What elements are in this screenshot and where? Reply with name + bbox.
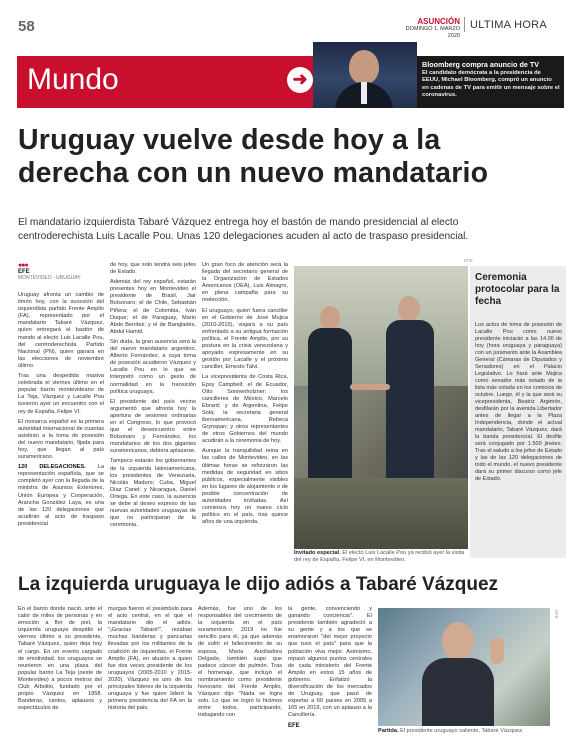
col2-para: de hoy, que solo tendrá seis jefes de Estado. bbox=[110, 262, 196, 276]
dots-icon: ●●● bbox=[18, 262, 28, 269]
photo-source: EFE bbox=[554, 610, 559, 619]
header-divider bbox=[464, 17, 465, 32]
agency-name: EFE bbox=[288, 722, 300, 729]
sidebar-box bbox=[470, 266, 566, 558]
lead bbox=[18, 216, 574, 244]
masthead bbox=[392, 17, 460, 40]
second-column-4 bbox=[288, 606, 372, 730]
caption-label: Invitado especial. bbox=[294, 550, 341, 556]
col3-para: El uruguayo, quien fuera canciller en el Gobierno de José Mujica (2010-2015), viajará a su país enfrentado a su antigua formación política, el Frente Amplio, por su postura en la crisis venezolana y apoyado expresamente en su gestión por Lacalle y el próximo canciller, Ernesto Talvi. bbox=[202, 307, 288, 371]
body-column-1 bbox=[18, 292, 104, 531]
section-label: ULTIMA HORA bbox=[470, 19, 548, 31]
bloomberg-photo bbox=[313, 42, 417, 108]
caption-text: El electo Luis Lacalle Pou ya recibió ayer la visita del rey de España, Felipe VI, en Montevideo. bbox=[294, 550, 465, 563]
col3-para: Aunque la tranquilidad reina en las calles de Montevideo, en las últimas horas se reforzaron las medidas de seguridad en sitios públicos, especialmente visibles en los lugares de alojamiento o de posible concentración de autoridades invitadas. Así comienza hoy un nuevo ciclo político en el país, tras quince años de una izquierda. bbox=[202, 448, 288, 526]
caption-text: El presidente uruguayo saliente, Tabaré Vázquez. bbox=[400, 728, 524, 734]
section-title: Mundo bbox=[27, 63, 119, 96]
lead-line-2: centroderechista Luis Lacalle Pou. Unas 120 delegaciones acuden al acto de traspaso presidencial. bbox=[18, 231, 469, 242]
second-column-3 bbox=[198, 606, 282, 723]
col2-para: El presidente del país vecino argumentó que afronta hoy la apertura de sesiones ordinarias en el Congreso, lo que provocó que el desencuentro entre Bolsonaro y Fernández, los mandatarios de los dos gigantes suramericanos, debiera aplazarse. bbox=[110, 398, 196, 455]
agency-name: EFE bbox=[18, 269, 30, 275]
photo-caption bbox=[294, 550, 470, 564]
vazquez-photo bbox=[378, 608, 550, 726]
teaser-text: El candidato demócrata a la presidencia de EEUU, Michael Bloomberg, compró un anuncio en cadenas de TV para emitir un mensaje sobre el coronavirus. bbox=[422, 70, 560, 99]
brand-logo: ASUNCIÓN bbox=[417, 17, 460, 26]
col1-para: Tras una despedida masiva celebrada el viernes último en el popular barrio montevideano de La Teja, Vázquez y Lacalle Pou tuvieron ayer un encuentro con el rey de España, Felipe VI. bbox=[18, 373, 104, 415]
col2-para: Además del rey español, estarán presentes hoy en Montevideo el presidente de Brasil, Jair Bolsonaro; el de Chile, Sebastián Piñera; el de Colombia, Iván Duque; el de Paraguay, Mario Abdo Benítez; y el de Bangladés, Abdul Hamid. bbox=[110, 279, 196, 335]
col-text: En el barrio donde nació, ante el calor de miles de personas y en emoción a flor de piel, la izquierda uruguaya despidió el viernes último a su presidente, Tabaré Vázquez, quien deja hoy el cargo. En un evento cargado de emotividad, los uruguayos se reunieron en una plaza del popular barrio La Teja (oeste de Montevideo) a pocos metros del Club Arbolito, fundado por el propio Vázquez en 1958. Banderas, cantos, aplausos y espectáculos de bbox=[18, 606, 102, 712]
photo-source: EFE bbox=[464, 258, 473, 263]
body-column-2 bbox=[110, 262, 196, 532]
subhead: 120 DELEGACIONES. bbox=[18, 464, 86, 471]
issue-date: DOMINGO 1, MARZO 2020 bbox=[405, 26, 460, 39]
second-column-2 bbox=[108, 606, 192, 715]
headline-line-2: derecha con un nuevo mandatario bbox=[18, 157, 489, 189]
col1-para: El monarca español es la primera autoridad internacional de cuantas asistirán a la toma de posesión del nuevo mandatario, fijada para hoy, que llegan al país suramericano. bbox=[18, 418, 104, 461]
section-banner bbox=[17, 56, 313, 108]
agency-mark bbox=[18, 262, 98, 281]
dateline: MONTEVIDEO - URUGUAY bbox=[18, 275, 81, 281]
second-caption bbox=[378, 728, 562, 735]
col-text: Además, fue uno de los responsables del crecimiento de la izquierda en el país suramericano. 2019 no fue sencillo para él, ya que además de sufrir el fallecimiento de su esposa, María Auxiliadora Delgado, también supo que padece cáncer de pulmón. Tras el homenaje, que incluyó el nombramiento como presidente honorario del Frente Amplio, Vázquez dijo: "Nada se logra solo. Lo que se logró lo hicimos entre todos, participando, trabajando con bbox=[198, 606, 282, 719]
main-photo bbox=[294, 266, 468, 549]
teaser-box[interactable] bbox=[417, 56, 564, 108]
second-column-1 bbox=[18, 606, 102, 715]
lead-line-1: El mandatario izquierdista Tabaré Vázquez entrega hoy el bastón de mando presidencial al electo bbox=[18, 217, 459, 228]
body-column-3 bbox=[202, 262, 288, 529]
sidebar-text: Los actos de toma de posesión de Lacalle Pou como nuevo presidente iniciarán a las 14.00 de hoy (hora uruguaya y paraguaya) con un juramento ante la Asamblea General (Cámaras de Diputados y Senadores) en el Palacio Legislativo. Lo hará ante Mujica como senador más votado de la lista más votada en los comicios de octubre. Luego, él y la que será su vicepresidenta, Beatriz Argimón, desfilarán por la avenida Libertador antes de llegar a la Plaza Independencia, donde el actual mandatario, Tabaré Vázquez, dará la banda presidencial. El desfile será conjugado por 1.500 jinetes. Tras el saludo a los jefes de Estado y las de las 120 delegaciones de todo el mundo, el nuevo presidente dará su primer discurso como jefe de Estado. bbox=[475, 322, 562, 482]
caption-label: Partida. bbox=[378, 728, 399, 734]
col-text: la gente, convenciendo y ganando conciencia". El presidente también agradeció a su gente y a los que se enamoraron "del mejor proyecto que tuvo el país" para que la población viva mejor. Asimismo, repasó algunos puntos centrales de cada ministerio del Frente Amplio en estos 15 años de gobierno. Enfatizó la diversificación de los mercados de Uruguay, que pasó de exportar a 60 países en 2005 a 165 en 2019, con un aplauso a la Cancillería. bbox=[288, 606, 372, 719]
second-headline: La izquierda uruguaya le dijo adiós a Tabaré Vázquez bbox=[18, 574, 499, 595]
col3-para: La vicepresidenta de Costa Rica, Epsy Campbell; el de Ecuador, Otto Sonnenholzner; los cancilleres de México, Marcelo Ebrard; y de Argentina, Felipe Solá; la secretaria general iberoamericana, Rebeca Grynspan; y otros representantes de otros Gobiernos del mundo acudirán a la ceremonia de hoy. bbox=[202, 374, 288, 445]
col2-para: Tampoco estarán los gobernantes de la izquierda latinoamericana, los presidentes de Venezuela, Nicolás Maduro; Cuba, Miguel Díaz Canel; y Nicaragua, Daniel Ortega. En este caso, la ausencia se debe al deseo expreso de las nuevas autoridades uruguayas de que no participaran de la ceremonia. bbox=[110, 458, 196, 529]
col3-para: Un gran foco de atención será la llegada del secretario general de la Organización de Estados Americanos (OEA), Luis Almagro, en plena campaña para su reelección. bbox=[202, 262, 288, 304]
col2-para: Sin duda, la gran ausencia será la del nuevo mandatario argentino, Alberto Fernández, a cuya toma de posesión acudieron Vázquez y Lacalle Pou en lo que se interpretó como un gesto de normalidad en la transición política uruguaya. bbox=[110, 338, 196, 395]
arrow-right-icon[interactable]: ➜ bbox=[287, 67, 313, 93]
col1-para: Uruguay afronta un cambio de timón hoy, con la sucesión del izquierdista partido Frente Amplio (FA), representado por el mandatario Tabaré Vázquez, quien entregará el bastón de mando al electo Luis Lacalle Pou, del centroderechista Partido Nacional (PN), quien ganara en las elecciones de noviembre último. bbox=[18, 292, 104, 369]
sidebar-title: Ceremonia protocolar para la fecha bbox=[475, 272, 560, 307]
headline-line-1: Uruguay vuelve desde hoy a la bbox=[18, 124, 441, 156]
col-text: murgas fueron el preámbulo para el acto central, en el que el mandatario dio el adiós. "¡Gracias Tabaré!", rezaban muchas banderas y pancartas llevadas por los militantes de la coalición de izquierdas, el Frente Amplio (FA), en alusión a quien fue dos veces presidente de los uruguayos (2005-2010 y 2015-2020). Vázquez es uno de los principales líderes de la izquierda uruguaya y fue quien lideró la primera presidencia del FA en la historia del país. bbox=[108, 606, 192, 712]
page-number: 58 bbox=[18, 18, 35, 35]
headline bbox=[18, 124, 568, 190]
teaser-title: Bloomberg compra anuncio de TV bbox=[422, 60, 540, 69]
col1-para: La representación española, que se completó ayer con la llegada de la ministra de Asuntos Exteriores, Unión Europea y Cooperación, Arancha González Laya, es una de las 120 delegaciones que acudirán al acto de traspaso presidencial bbox=[18, 464, 104, 527]
